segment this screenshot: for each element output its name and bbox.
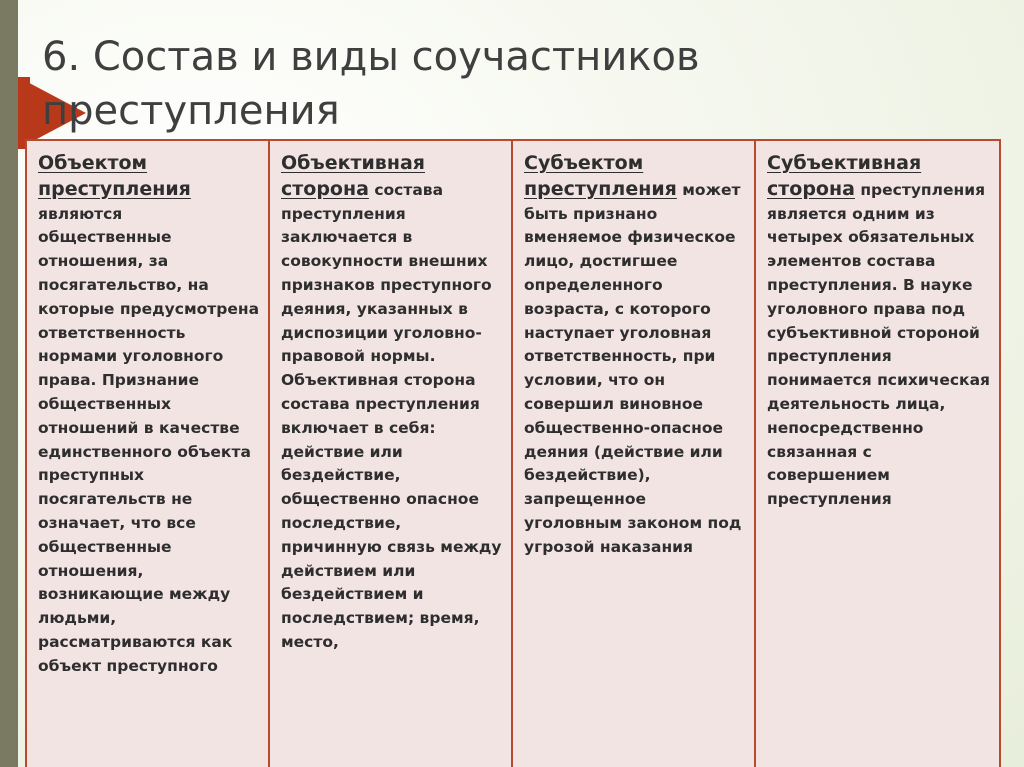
- table-cell-subjective-side: [756, 141, 1001, 767]
- left-accent-bar: [0, 0, 18, 767]
- cell-heading-subjective-side: Субъективная сторона: [767, 152, 922, 200]
- table-cell-subject: [513, 141, 756, 767]
- cell-heading-objective-side: Объективная сторона: [281, 152, 425, 200]
- cell-text-objective-side: состава преступления заключается в совокупности внешних признаков преступного деяния, указанных в диспозиции уголовно-правовой нормы. Объективная сторона состава преступления включает в себя: действие или бездействие, общественно опасное последствие, причинную связь между действием или бездействием и последствием; время, место,: [281, 180, 502, 651]
- table-cell-object: [27, 141, 270, 767]
- cell-heading-object: Объектом преступления: [38, 152, 191, 200]
- cell-heading-subject: Субъектом преступления: [524, 152, 677, 200]
- cell-text-object: являются общественные отношения, за посягательство, на которые предусмотрена ответственность нормами уголовного права. Признание общественных отношений в качестве единственного объекта преступных посягательств не означает, что все общественные отношения, возникающие между людьми, рассматриваются как объект преступного: [38, 204, 260, 675]
- table-cell-objective-side: [270, 141, 513, 767]
- elements-table: [25, 139, 1001, 767]
- slide-title: 6. Состав и виды соучастников преступления: [42, 34, 700, 134]
- cell-text-subject: может быть признано вменяемое физическое лицо, достигшее определенного возраста, с которого наступает уголовная ответственность, при условии, что он совершил виновное общественно-опасное деяния (действие или бездействие), запрещенное уголовным законом под угрозой наказания: [524, 180, 742, 556]
- cell-text-subjective-side: преступления является одним из четырех обязательных элементов состава преступления. В науке уголовного права под субъективной стороной преступления понимается психическая деятельность лица, непосредственно связанная с совершением преступления: [767, 180, 990, 509]
